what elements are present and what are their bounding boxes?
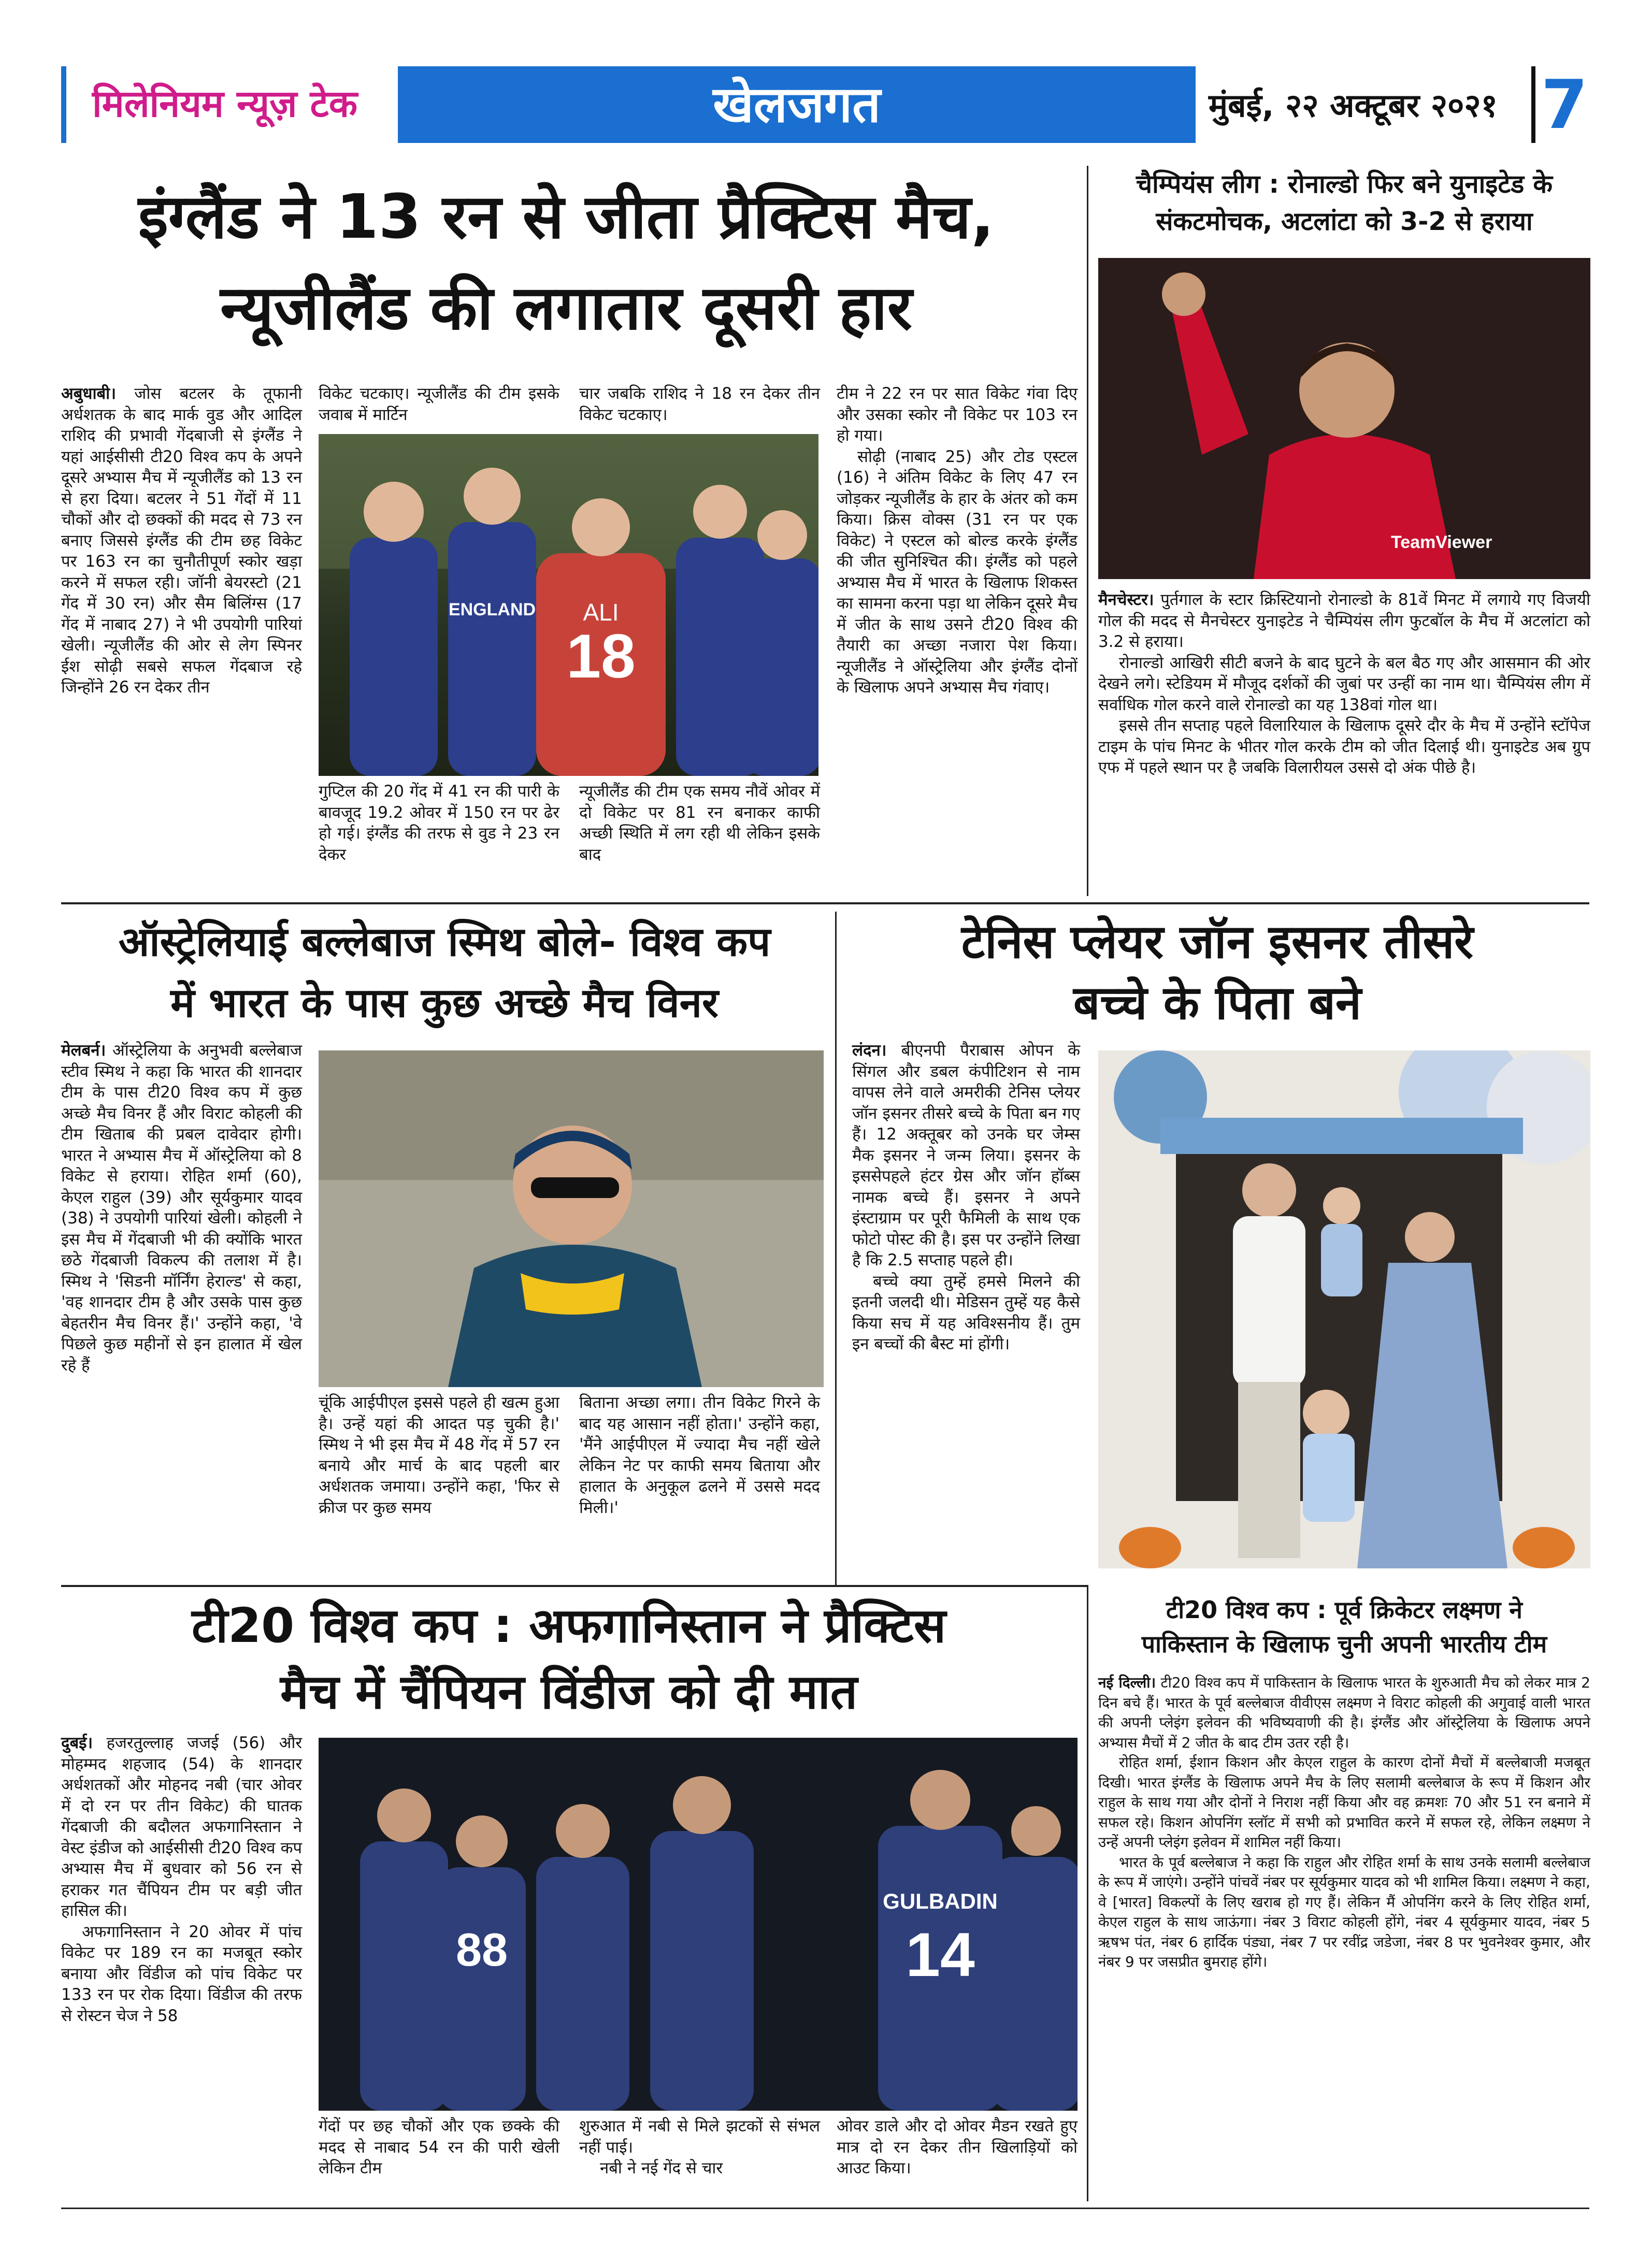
- story2-p1: पुर्तगाल के स्टार क्रिस्टियानो रोनाल्डो के 81वें मिनट में लगाये गए विजयी गोल की मदद से मैनचेस्टर युनाइटेड ने चैम्पियंस लीग फुटबॉल के मैच में अटलांटा को 3.2 से हराया।: [1098, 590, 1590, 651]
- afghan-photo-jersey-name: GULBADIN: [883, 1889, 998, 1913]
- story1-col3-bottom: [579, 781, 820, 865]
- divider-middle: [835, 912, 837, 1585]
- story5-col1-p2: अफगानिस्तान ने 20 ओवर में पांच विकेट पर 189 रन का मजबूत स्कोर बनाया और विंडीज को पांच विकेट पर 133 रन पर रोक दिया। विंडीज की तरफ से रोस्टन चेज ने 58: [61, 1922, 302, 2025]
- masthead-left-bar: [61, 66, 66, 143]
- story2-p3: इससे तीन सप्ताह पहले विलारियाल के खिलाफ दूसरे दौर के मैच में उन्होंने स्टॉपेज टाइम के पांच मिनट के भीतर गोल करके टीम को जीत दिलाई थी। युनाइटेड अब ग्रुप एफ में पहले स्थान पर है जबकि विलारीयल उससे दो अंक पीछे है।: [1098, 716, 1590, 777]
- story1-col4-p1: टीम ने 22 रन पर सात विकेट गंवा दिए और उसका स्कोर नौ विकेट पर 103 रन हो गया।: [837, 384, 1078, 445]
- story6-headline-line1: टी20 विश्व कप : पूर्व क्रिकेटर लक्ष्मण ने: [1166, 1596, 1522, 1624]
- england-photo-jersey-name: ALI: [583, 599, 619, 626]
- story1-col3-top-text: चार जबकि राशिद ने 18 रन देकर तीन विकेट चटकाए।: [579, 384, 820, 424]
- story2-headline-line1: चैम्पियंस लीग : रोनाल्डो फिर बने युनाइटेड के: [1136, 169, 1553, 199]
- england-photo-jersey-team: ENGLAND: [448, 600, 536, 619]
- story3-col1-text: ऑस्ट्रेलिया के अनुभवी बल्लेबाज स्टीव स्मिथ ने कहा कि भारत की शानदार टीम के पास टी20 विश्व कप में कुछ अच्छे मैच विनर हैं और विराट कोहली की टीम खिताब की प्रबल दावेदार होगी। भारत ने अभ्यास मैच में ऑस्ट्रेलिया को 8 विकेट से हराया। रोहित शर्मा (60), केएल राहुल (39) और सूर्यकुमार यादव (38) ने उपयोगी पारियां खेली। कोहली ने इस मैच में गेंदबाजी भी की क्योंकि भारत छठे गेंदबाजी विकल्प की तलाश में है। स्मिथ ने 'सिडनी मॉर्निंग हेराल्ड' से कहा, 'वह शानदार टीम है और उसके पास कुछ बेहतरीन मैच विनर हैं।' उन्होंने कहा, 'वे पिछले कुछ महीनों से इन हालात में खेल रहे हैं: [61, 1041, 302, 1375]
- story4-headline: [844, 912, 1590, 1034]
- story4-body: [852, 1040, 1080, 1355]
- story3-col2: [319, 1392, 559, 1518]
- story1-headline-line2: न्यूजीलैंड की लगातार दूसरी हार: [220, 272, 912, 343]
- story6-headline: [1098, 1593, 1590, 1661]
- smith-photo-graphic: [319, 1050, 824, 1387]
- story1-col2-top-text: विकेट चटकाए। न्यूजीलैंड की टीम इसके जवाब में मार्टिन: [319, 384, 559, 424]
- story3-dateline: मेलबर्न।: [61, 1041, 106, 1060]
- england-photo-graphic: [319, 434, 818, 776]
- afghanistan-team-photo: [319, 1738, 1078, 2111]
- page-number: 7: [1541, 65, 1588, 144]
- afghan-photo-other-number: 88: [455, 1924, 508, 1976]
- isner-family-photo: [1098, 1050, 1590, 1568]
- section-title: खेलजगत: [713, 76, 881, 134]
- story1-col2-top: [319, 383, 559, 425]
- story5-col2-text: गेंदों पर छह चौकों और एक छक्के की मदद से नाबाद 54 रन की पारी खेली लेकिन टीम: [319, 2117, 559, 2178]
- story4-dateline: लंदन।: [852, 1041, 887, 1060]
- story5-col3-p2: नबी ने नई गेंद से चार: [600, 2159, 723, 2178]
- england-photo-jersey-number: 18: [566, 622, 636, 691]
- story5-col4: [837, 2116, 1078, 2179]
- story4-headline-line2: बच्चे के पिता बने: [1073, 976, 1361, 1030]
- story2-dateline: मैनचेस्टर।: [1098, 590, 1154, 609]
- story3-headline-line2: में भारत के पास कुछ अच्छे मैच विनर: [170, 980, 719, 1027]
- story3-col2-text: चूंकि आईपीएल इससे पहले ही खत्म हुआ है। उन्हें यहां की आदत पड़ चुकी है।' स्मिथ ने भी इस मैच में 48 गेंद में 57 रन बनाये और मार्च के बाद पहली बार अर्धशतक जमाया। उन्होंने कहा, 'फिर से क्रीज पर कुछ समय: [319, 1393, 559, 1517]
- story1-col4-p2: सोढ़ी (नाबाद 25) और टोड एस्टल (16) ने अंतिम विकेट के लिए 47 रन जोड़कर न्यूजीलैंड के हार के अंतर को कम किया। क्रिस वोक्स (31 रन पर एक विकेट) ने एस्टल को बोल्ड करके इंग्लैंड की जीत सुनिश्चित की। इंग्लैंड को पहले अभ्यास मैच में भारत के खिलाफ शिकस्त का सामना करना पड़ा था लेकिन दूसरे मैच में जीत के साथ उसने टी20 विश्व की तैयारी का अच्छा नजारा पेश किया। न्यूजीलैंड ने ऑस्ट्रेलिया और इंग्लैंड दोनों के खिलाफ अपने अभ्यास मैच गंवाए।: [837, 447, 1078, 697]
- story3-col3: [579, 1392, 820, 1518]
- ronaldo-photo-graphic: [1098, 258, 1590, 579]
- divider-row2-left: [61, 1585, 1087, 1587]
- story5-headline-line1: टी20 विश्व कप : अफगानिस्तान ने प्रैक्टिस: [191, 1598, 946, 1653]
- story2-headline: [1098, 166, 1590, 240]
- story3-col1: [61, 1040, 302, 1376]
- ronaldo-photo: [1098, 258, 1590, 579]
- story1-col1: [61, 383, 302, 698]
- story1-headline: [61, 171, 1071, 353]
- story5-col3: [579, 2116, 820, 2179]
- story1-col2-bottom: [319, 781, 559, 865]
- story4-p1: बीएनपी पैराबास ओपन के सिंगल और डबल कंपीटिशन से नाम वापस लेने वाले अमरीकी टेनिस प्लेयर जॉन इसनर तीसरे बच्चे के पिता बन गए हैं। 12 अक्तूबर को उनके घर जेम्स मैक इसनर ने जन्म लिया। इसनर के इससेपहले हंटर ग्रेस और जॉन हॉब्स नामक बच्चे हैं। इसनर ने अपने इंस्टाग्राम पर पूरी फैमिली के साथ एक फोटो पोस्ट की है। इस पर उन्होंने लिखा है कि 2.5 सप्ताह पहले ही।: [852, 1041, 1080, 1270]
- ronaldo-photo-sponsor: TeamViewer: [1391, 532, 1492, 552]
- section-banner: [398, 66, 1196, 143]
- page-number-box: [1531, 66, 1593, 143]
- england-team-photo: [319, 434, 818, 776]
- story5-col4-text: ओवर डाले और दो ओवर मैडन रखते हुए मात्र दो रन देकर तीन खिलाड़ियों को आउट किया।: [837, 2117, 1078, 2178]
- story2-body: [1098, 589, 1590, 778]
- story1-col2-bottom-text: गुप्टिल की 20 गेंद में 41 रन की पारी के बावजूद 19.2 ओवर में 150 रन पर ढेर हो गई। इंग्लैंड की तरफ से वुड ने 23 रन देकर: [319, 782, 559, 864]
- story1-col3-top: [579, 383, 820, 425]
- story6-p3: भारत के पूर्व बल्लेबाज ने कहा कि राहुल और रोहित शर्मा के साथ उनके सलामी बल्लेबाज के रूप में जाएंगे। उन्होंने पांचवें नंबर पर सूर्यकुमार यादव को भी शामिल किया। लक्ष्मण ने कहा, वे [भारत] विकल्पों के लिए खराब हो गए हैं। लेकिन मैं ओपनिंग करने के लिए रोहित शर्मा, केएल राहुल के साथ जाऊंगा। नंबर 3 विराट कोहली होंगे, नंबर 4 सूर्यकुमार यादव, नंबर 5 ऋषभ पंत, नंबर 6 हार्दिक पंड्या, नंबर 7 पर रवींद्र जडेजा, नंबर 8 पर भुवनेश्वर कुमार, और नंबर 9 पर जसप्रीत बुमराह होंगे।: [1098, 1853, 1590, 1970]
- masthead: [61, 66, 1589, 143]
- story6-headline-line2: पाकिस्तान के खिलाफ चुनी अपनी भारतीय टीम: [1141, 1630, 1547, 1658]
- story2-p2: रोनाल्डो आखिरी सीटी बजने के बाद घुटने के बल बैठ गए और आसमान की ओर देखने लगे। स्टेडियम में मौजूद दर्शकों की जुबां पर उन्हीं का नाम था। चैम्पियंस लीग में सर्वाधिक गोल करने वाले रोनाल्डो का यह 138वां गोल था।: [1098, 653, 1590, 714]
- story5-col2: [319, 2116, 559, 2179]
- isner-photo-graphic: [1098, 1050, 1590, 1568]
- story5-headline-line2: मैच में चैंपियन विंडीज को दी मात: [280, 1664, 858, 1720]
- afghan-photo-jersey-number: 14: [906, 1920, 975, 1989]
- story1-col3-bottom-text: न्यूजीलैंड की टीम एक समय नौवें ओवर में दो विकेट पर 81 रन बनाकर काफी अच्छी स्थिति में लग रही थी लेकिन इसके बाद: [579, 782, 820, 864]
- story1-headline-line1: इंग्लैंड ने 13 रन से जीता प्रैक्टिस मैच,: [138, 181, 995, 252]
- smith-photo: [319, 1050, 824, 1387]
- divider-row1: [61, 902, 1589, 904]
- story5-headline: [61, 1593, 1076, 1725]
- story6-dateline: नई दिल्ली।: [1098, 1674, 1156, 1691]
- story1-dateline: अबुधाबी।: [61, 384, 116, 403]
- story4-headline-line1: टेनिस प्लेयर जॉन इसनर तीसरे: [961, 915, 1474, 969]
- story5-col3-p1: शुरुआत में नबी से मिले झटकों से संभल नहीं पाई।: [579, 2117, 820, 2157]
- story6-p1: टी20 विश्व कप में पाकिस्तान के खिलाफ भारत के शुरुआती मैच को लेकर मात्र 2 दिन बचे हैं। भारत के पूर्व बल्लेबाज वीवीएस लक्ष्मण ने विराट कोहली की अगुवाई वाली भारत की अपनी प्लेइंग इलेवन की भविष्यवाणी की है। इंग्लैंड और ऑस्ट्रेलिया के खिलाफ अपने अभ्यास मैचों में 2 जीत के बाद टीम उतर रही है।: [1098, 1674, 1590, 1751]
- story6-body: [1098, 1673, 1590, 1972]
- story5-col1-p1: हजरतुल्लाह जजई (56) और मोहम्मद शहजाद (54) के शानदार अर्धशतकों और मोहनद नबी (चार ओवर में दो रन पर तीन विकेट) की घातक गेंदबाजी की बदौलत अफगानिस्तान ने वेस्ट इंडीज को आईसीसी टी20 विश्व कप अभ्यास मैच में बुधवार को 56 रन से हराकर गत चैंपियन टीम पर बड़ी जीत हासिल की।: [61, 1734, 302, 1920]
- story1-col4: [837, 383, 1078, 698]
- story3-col3-text: बिताना अच्छा लगा। तीन विकेट गिरने के बाद यह आसान नहीं होता।' उन्होंने कहा, 'मैंने आईपीएल में ज्यादा मैच नहीं खेले लेकिन नेट पर काफी समय बिताया और हालात के अनुकूल ढलने में उससे मदद मिली।': [579, 1393, 820, 1517]
- story1-col1-text: जोस बटलर के तूफानी अर्धशतक के बाद मार्क वुड और आदिल राशिद की प्रभावी गेंदबाजी से इंग्लैंड ने यहां आईसीसी टी20 विश्व कप के अपने दूसरे अभ्यास मैच में न्यूजीलैंड को 13 रन से हरा दिया। बटलर ने 51 गेंदों में 11 चौकों और दो छक्कों की मदद से 73 रन बनाए जिससे इंग्लैंड की टीम छह विकेट पर 163 रन का चुनौतीपूर्ण स्कोर खड़ा करने में सफल रही। जॉनी बेयरस्टो (21 गेंद में 30 रन) और सैम बिलिंग्स (17 गेंद में नाबाद 27) ने भी उपयोगी पारियां खेली। न्यूजीलैंड की ओर से लेग स्पिनर ईश सोढ़ी सबसे सफल गेंदबाज रहे जिन्होंने 26 रन देकर तीन: [61, 384, 302, 697]
- divider-bottom-right: [1087, 1585, 1088, 2201]
- story2-headline-line2: संकटमोचक, अटलांटा को 3-2 से हराया: [1156, 207, 1533, 236]
- story5-col1: [61, 1733, 302, 2026]
- afghanistan-photo-graphic: [319, 1738, 1078, 2111]
- story5-dateline: दुबई।: [61, 1734, 93, 1752]
- divider-bottom: [61, 2208, 1589, 2209]
- story3-headline: [61, 912, 828, 1034]
- dateline: मुंबई, २२ अक्टूबर २०२१: [1209, 86, 1498, 124]
- divider-top-right: [1087, 166, 1088, 896]
- paper-name: मिलेनियम न्यूज़ टेक: [92, 82, 358, 125]
- story4-p2: बच्चे क्या तुम्हें हमसे मिलने की इतनी जलदी थी। मेडिसन तुम्हें यह कैसे किया सच में यह अविश्सनीय हैं। तुम इन बच्चों की बैस्ट मां होंगी।: [852, 1272, 1080, 1353]
- story6-p2: रोहित शर्मा, ईशान किशन और केएल राहुल के कारण दोनों मैचों में बल्लेबाजी मजबूत दिखी। भारत इंग्लैंड के खिलाफ अपने मैच के लिए सलामी बल्लेबाज के रूप में किशन और राहुल के साथ गया और दोनों ने निराश नहीं किया और वह क्रमशः 70 और 51 रन बनाने में सफल रहे। किशन ओपनिंग स्लॉट में सभी को प्रभावित करने में सफल रहे, लेकिन लक्ष्मण ने उन्हें अपनी प्लेइंग इलेवन में शामिल नहीं किया।: [1098, 1754, 1590, 1851]
- story3-headline-line1: ऑस्ट्रेलियाई बल्लेबाज स्मिथ बोले- विश्व कप: [118, 919, 771, 965]
